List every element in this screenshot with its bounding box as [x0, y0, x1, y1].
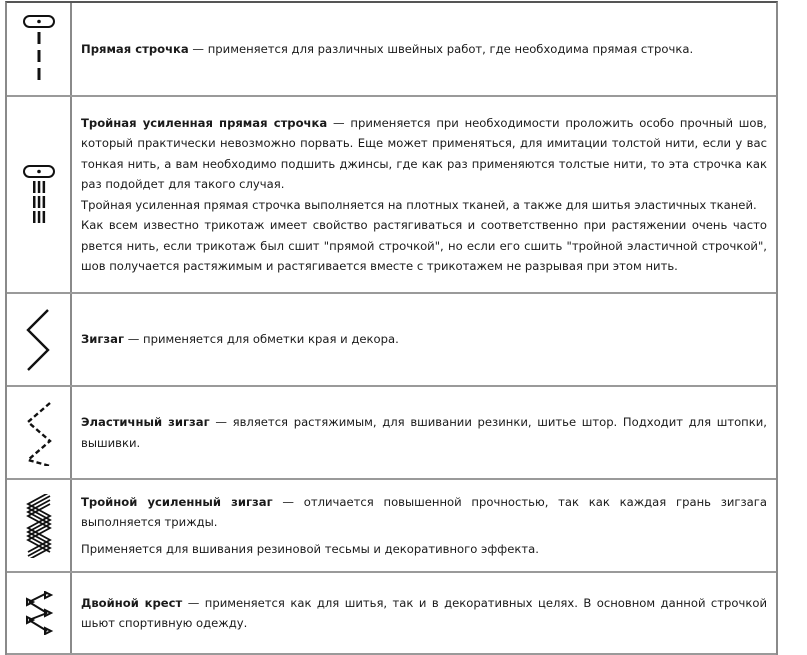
table-row: [7, 387, 776, 480]
stitch-description: применяется для обметки края и декора.: [143, 332, 399, 347]
stitch-description: Применяется для вшивания резиновой тесьмы и декоративного эффекта.: [81, 541, 539, 556]
table-row: [7, 294, 776, 387]
stitch-description: применяется при необходимости проложить особо прочный шов, который практически невозможно порвать. Еще может применяться, для имитации толстой нити, если у вас тонкая нить, а вам необходимо подшить джинсы, где как раз применяются толстые нити, то эта строчка как раз подойдет для такого случая.: [81, 115, 767, 191]
icon-cell: [7, 97, 72, 292]
text-cell: Двойной крест — применяется как для шитья, так и в декоративных целях. В основном данной строчкой шьют спортивную одежду.: [81, 595, 767, 630]
table-row: [7, 3, 776, 97]
table-row: [7, 97, 776, 294]
table-row: [7, 480, 776, 573]
text-cell: Тройной усиленный зигзаг — отличается повышенной прочностью, так как каждая грань зигзага выполняется трижды. Применяется для вшивания резиновой тесьмы и декоративного эффекта.: [72, 480, 776, 571]
stitch-description: применяется как для шитья, так и в декоративных целях. В основном данной строчкой шьют спортивную одежду.: [81, 595, 767, 630]
icon-cell: [7, 573, 72, 653]
icon-cell: [7, 3, 72, 95]
icon-cell: [7, 294, 72, 385]
text-cell: Зигзаг — применяется для обметки края и декора.: [81, 332, 399, 347]
stitch-table: [5, 1, 778, 655]
straight-stitch-icon: [19, 14, 59, 84]
table-row: [7, 573, 776, 655]
stitch-description: Тройная усиленная прямая строчка выполняется на плотных тканей, а также для шитья эластичных тканей.: [81, 197, 757, 212]
icon-cell: [7, 387, 72, 478]
stitch-title: Тройная усиленная прямая строчка: [81, 115, 328, 130]
text-cell: Эластичный зигзаг — является растяжимым, для вшивании резинки, шитье штор. Подходит для штопки, вышивки.: [81, 415, 767, 450]
stitch-title: Эластичный зигзаг: [81, 415, 210, 429]
stitch-title: Тройной усиленный зигзаг: [81, 494, 273, 509]
zigzag-stitch-icon: [22, 307, 56, 373]
icon-cell: [7, 480, 72, 571]
stitch-description: Как всем известно трикотаж имеет свойство растягиваться и соответственно при растяжении очень часто рвется нить, если трикотаж был сшит "прямой строчкой", но если его сшить "тройной эластичной строчкой", шов получается растяжимым и растягивается вместе с трикотажем не разрывая при этом нить.: [81, 218, 767, 273]
elastic-zigzag-stitch-icon: [22, 400, 56, 466]
text-cell: Тройная усиленная прямая строчка — применяется при необходимости проложить особо прочный шов, который практически невозможно порвать. Еще может применяться, для имитации толстой нити, если у вас тонкая нить, а вам необходимо подшить джинсы, где как раз применяются толстые нити, то эта строчка как раз подойдет для такого случая. Тройная усиленная прямая строчка выполняется на плотных тканей, а также для шитья эластичных тканей. Как всем известно трикотаж имеет свойство растягиваться и соответственно при растяжении очень часто рвется нить, если трикотаж был сшит "прямой строчкой", но если его сшить "тройной эластичной строчкой", шов получается растяжимым и растягивается вместе с трикотажем не разрывая при этом нить.: [72, 97, 776, 292]
double-cross-stitch-icon: [24, 591, 54, 635]
stitch-title: Зигзаг: [81, 332, 125, 347]
stitch-title: Двойной крест: [81, 595, 183, 610]
text-cell: Прямая строчка — применяется для различных швейных работ, где необходима прямая строчка.: [81, 41, 694, 56]
stitch-title: Прямая строчка: [81, 41, 189, 56]
stitch-description: применяется для различных швейных работ, где необходима прямая строчка.: [207, 41, 694, 56]
triple-zigzag-stitch-icon: [24, 494, 54, 558]
stitch-description: является растяжимым, для вшивании резинки, шитье штор. Подходит для штопки, вышивки.: [81, 415, 767, 450]
stitch-description: отличается повышенной прочностью, так как каждая грань зигзага выполняется трижды.: [81, 494, 767, 530]
triple-straight-stitch-icon: [19, 164, 59, 226]
